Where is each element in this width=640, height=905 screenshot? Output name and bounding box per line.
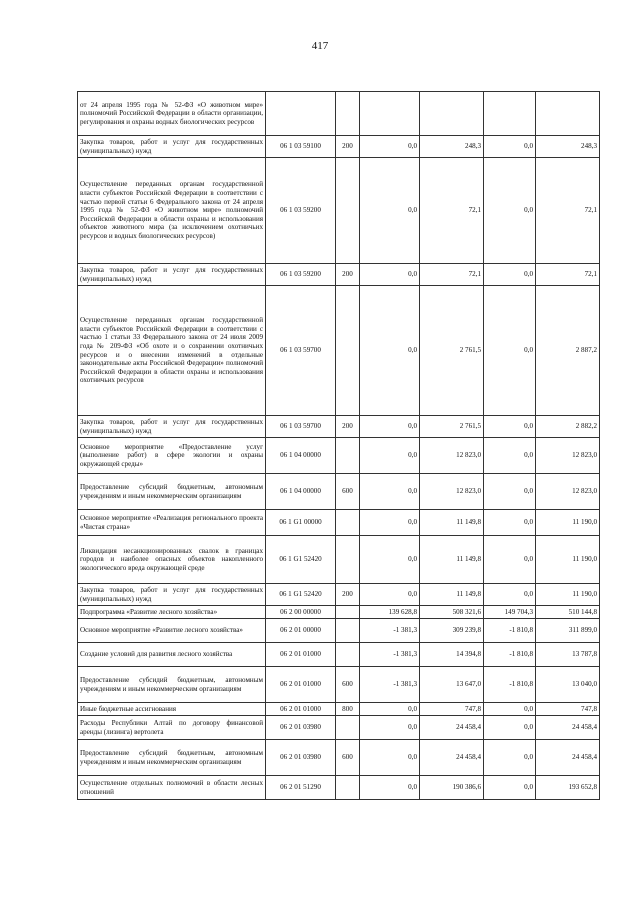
row-value-4: 13 040,0 (536, 667, 600, 703)
row-name: Осуществление отдельных полномочий в области лесных отношений (78, 776, 266, 800)
row-value-4: 11 190,0 (536, 510, 600, 536)
table-row (78, 92, 600, 136)
row-code: 06 1 04 00000 (266, 438, 336, 474)
row-name: Закупка товаров, работ и услуг для государственных (муниципальных) нужд (78, 136, 266, 158)
row-vr (336, 286, 360, 416)
row-code: 06 2 01 03980 (266, 740, 336, 776)
row-vr (336, 536, 360, 584)
row-name: Осуществление переданных органам государственной власти субъектов Российской Федерации в соответствии с частью первой статьи 6 Федерального закона от 24 апреля 1995 года № 52-ФЗ «О животном мире» полномочий Российской Федерации в области охраны и использования объектов животного мира (за исключением охотничьих ресурсов и водных биологических ресурсов) (78, 158, 266, 264)
row-code: 06 1 G1 52420 (266, 584, 336, 606)
row-value-3: 0,0 (484, 536, 536, 584)
row-value-1: 0,0 (360, 716, 420, 740)
table-row (78, 716, 600, 740)
row-value-4: 13 787,8 (536, 643, 600, 667)
row-value-2 (420, 92, 484, 136)
row-value-4: 2 887,2 (536, 286, 600, 416)
row-value-1: 0,0 (360, 438, 420, 474)
row-value-2: 2 761,5 (420, 286, 484, 416)
row-name: Подпрограмма «Развитие лесного хозяйства» (78, 606, 266, 619)
row-vr (336, 619, 360, 643)
row-name: Предоставление субсидий бюджетным, автономным учреждениям и иным некоммерческим организациям (78, 474, 266, 510)
row-vr (336, 158, 360, 264)
table-row (78, 619, 600, 643)
row-vr (336, 438, 360, 474)
row-vr: 600 (336, 667, 360, 703)
row-value-2: 24 458,4 (420, 740, 484, 776)
row-vr (336, 776, 360, 800)
row-name: Закупка товаров, работ и услуг для государственных (муниципальных) нужд (78, 264, 266, 286)
row-value-1: 0,0 (360, 264, 420, 286)
row-code: 06 1 03 59700 (266, 286, 336, 416)
table-row (78, 416, 600, 438)
row-name: Создание условий для развития лесного хозяйства (78, 643, 266, 667)
row-value-4: 11 190,0 (536, 536, 600, 584)
row-value-1: 139 628,8 (360, 606, 420, 619)
table-row (78, 158, 600, 264)
row-value-4: 12 823,0 (536, 438, 600, 474)
row-vr (336, 643, 360, 667)
row-value-3: 0,0 (484, 474, 536, 510)
row-value-4: 24 458,4 (536, 740, 600, 776)
row-value-3: 0,0 (484, 740, 536, 776)
table-row (78, 667, 600, 703)
row-value-4: 2 882,2 (536, 416, 600, 438)
row-value-1: 0,0 (360, 536, 420, 584)
row-value-3: 149 704,3 (484, 606, 536, 619)
row-vr: 200 (336, 136, 360, 158)
row-code: 06 1 03 59700 (266, 416, 336, 438)
row-code: 06 1 G1 00000 (266, 510, 336, 536)
row-vr: 200 (336, 584, 360, 606)
table-row (78, 536, 600, 584)
table-row (78, 286, 600, 416)
row-value-3: 0,0 (484, 716, 536, 740)
row-code (266, 92, 336, 136)
row-code: 06 2 01 01000 (266, 703, 336, 716)
row-name: Основное мероприятие «Развитие лесного хозяйства» (78, 619, 266, 643)
row-value-1: 0,0 (360, 584, 420, 606)
row-code: 06 1 03 59100 (266, 136, 336, 158)
row-value-3: 0,0 (484, 584, 536, 606)
row-value-1: -1 381,3 (360, 619, 420, 643)
row-value-1: 0,0 (360, 286, 420, 416)
row-value-2: 747,8 (420, 703, 484, 716)
row-code: 06 1 03 59200 (266, 264, 336, 286)
row-value-4: 72,1 (536, 158, 600, 264)
row-value-3: 0,0 (484, 416, 536, 438)
row-value-3: -1 810,8 (484, 667, 536, 703)
table-row (78, 776, 600, 800)
row-value-2: 309 239,8 (420, 619, 484, 643)
table-row (78, 438, 600, 474)
row-value-4: 24 458,4 (536, 716, 600, 740)
row-value-2: 12 823,0 (420, 438, 484, 474)
row-code: 06 1 G1 52420 (266, 536, 336, 584)
row-value-2: 508 321,6 (420, 606, 484, 619)
row-vr: 600 (336, 474, 360, 510)
row-value-1: -1 381,3 (360, 643, 420, 667)
row-value-3 (484, 92, 536, 136)
row-name: Предоставление субсидий бюджетным, автономным учреждениям и иным некоммерческим организациям (78, 740, 266, 776)
row-value-2: 248,3 (420, 136, 484, 158)
row-value-4: 747,8 (536, 703, 600, 716)
row-name: Предоставление субсидий бюджетным, автономным учреждениям и иным некоммерческим организациям (78, 667, 266, 703)
row-name: от 24 апреля 1995 года № 52-ФЗ «О животном мире» полномочий Российской Федерации в области организации, регулирования и охраны водных биологических ресурсов (78, 92, 266, 136)
row-value-4: 12 823,0 (536, 474, 600, 510)
row-vr: 200 (336, 264, 360, 286)
row-vr (336, 606, 360, 619)
row-name: Закупка товаров, работ и услуг для государственных (муниципальных) нужд (78, 584, 266, 606)
row-value-1: 0,0 (360, 510, 420, 536)
row-value-2: 13 647,0 (420, 667, 484, 703)
row-value-2: 11 149,8 (420, 536, 484, 584)
row-code: 06 2 01 01000 (266, 643, 336, 667)
row-value-3: 0,0 (484, 264, 536, 286)
row-value-4: 510 144,8 (536, 606, 600, 619)
row-value-3: 0,0 (484, 286, 536, 416)
budget-table (77, 91, 600, 800)
row-value-3: 0,0 (484, 438, 536, 474)
row-value-1 (360, 92, 420, 136)
row-value-4: 72,1 (536, 264, 600, 286)
row-value-1: 0,0 (360, 474, 420, 510)
row-value-4: 11 190,0 (536, 584, 600, 606)
table-row (78, 584, 600, 606)
row-name: Основное мероприятие «Реализация регионального проекта «Чистая страна» (78, 510, 266, 536)
table-row (78, 136, 600, 158)
row-value-3: 0,0 (484, 510, 536, 536)
row-code: 06 2 01 03980 (266, 716, 336, 740)
row-value-4: 311 899,0 (536, 619, 600, 643)
row-value-3: 0,0 (484, 776, 536, 800)
row-value-4 (536, 92, 600, 136)
row-value-1: 0,0 (360, 158, 420, 264)
row-code: 06 1 03 59200 (266, 158, 336, 264)
row-vr (336, 510, 360, 536)
table-row (78, 264, 600, 286)
row-code: 06 2 01 51290 (266, 776, 336, 800)
row-value-2: 14 394,8 (420, 643, 484, 667)
row-vr: 600 (336, 740, 360, 776)
row-value-3: -1 810,8 (484, 619, 536, 643)
row-name: Ликвидация несанкционированных свалок в границах городов и наиболее опасных объектов накопленного экологического вреда окружающей среде (78, 536, 266, 584)
table-row (78, 740, 600, 776)
row-value-2: 24 458,4 (420, 716, 484, 740)
table-row (78, 643, 600, 667)
row-value-1: 0,0 (360, 776, 420, 800)
row-vr (336, 92, 360, 136)
row-value-1: 0,0 (360, 416, 420, 438)
row-value-2: 11 149,8 (420, 510, 484, 536)
row-value-2: 190 386,6 (420, 776, 484, 800)
row-name: Основное мероприятие «Предоставление услуг (выполнение работ) в сфере экологии и охраны окружающей среды» (78, 438, 266, 474)
row-name: Закупка товаров, работ и услуг для государственных (муниципальных) нужд (78, 416, 266, 438)
row-vr: 200 (336, 416, 360, 438)
row-value-4: 193 652,8 (536, 776, 600, 800)
row-name: Иные бюджетные ассигнования (78, 703, 266, 716)
row-code: 06 2 00 00000 (266, 606, 336, 619)
row-value-4: 248,3 (536, 136, 600, 158)
row-name: Расходы Республики Алтай по договору финансовой аренды (лизинга) вертолета (78, 716, 266, 740)
row-value-3: 0,0 (484, 158, 536, 264)
row-value-1: 0,0 (360, 136, 420, 158)
row-value-2: 12 823,0 (420, 474, 484, 510)
row-name: Осуществление переданных органам государственной власти субъектов Российской Федерации в соответствии с частью 1 статьи 33 Федерального закона от 24 июля 2009 года № 209-ФЗ «Об охоте и о сохранении охотничьих ресурсов и о внесении изменений в отдельные законодательные акты Российской Федерации» полномочий Российской Федерации в области охраны и использования охотничьих ресурсов (78, 286, 266, 416)
row-value-1: 0,0 (360, 703, 420, 716)
table-row (78, 474, 600, 510)
row-value-3: -1 810,8 (484, 643, 536, 667)
row-value-1: -1 381,3 (360, 667, 420, 703)
row-code: 06 2 01 01000 (266, 667, 336, 703)
table-row (78, 510, 600, 536)
row-value-3: 0,0 (484, 703, 536, 716)
row-value-2: 72,1 (420, 158, 484, 264)
page-number: 417 (311, 40, 329, 52)
row-vr (336, 716, 360, 740)
row-value-1: 0,0 (360, 740, 420, 776)
table-row (78, 703, 600, 716)
row-value-2: 2 761,5 (420, 416, 484, 438)
row-code: 06 2 01 00000 (266, 619, 336, 643)
row-code: 06 1 04 00000 (266, 474, 336, 510)
row-value-2: 72,1 (420, 264, 484, 286)
row-value-3: 0,0 (484, 136, 536, 158)
table-row (78, 606, 600, 619)
row-value-2: 11 149,8 (420, 584, 484, 606)
row-vr: 800 (336, 703, 360, 716)
